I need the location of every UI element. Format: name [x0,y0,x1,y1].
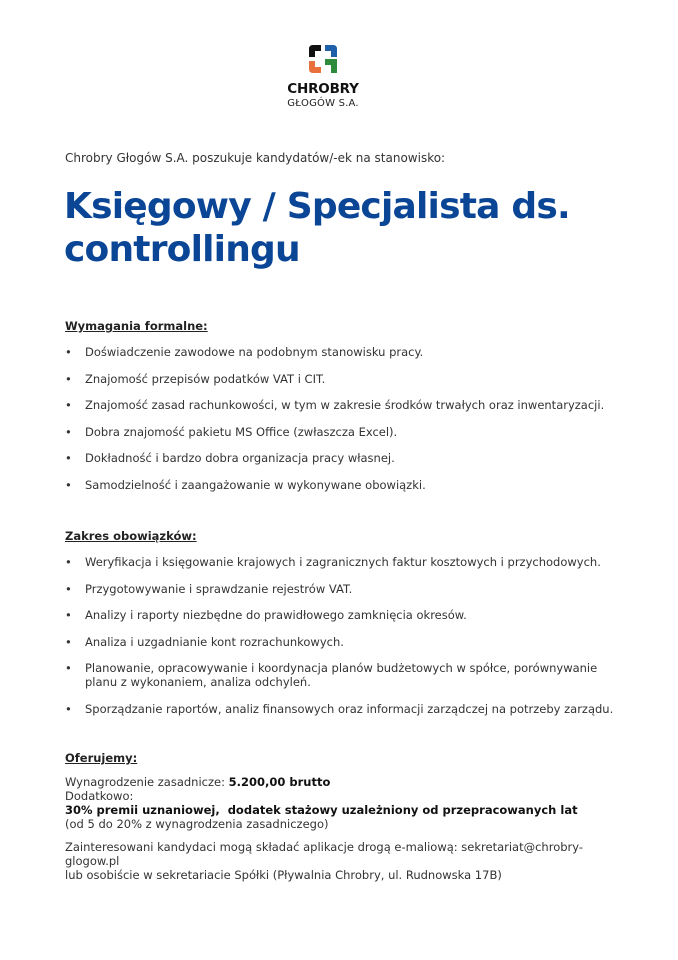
bullet-icon: • [65,701,72,716]
duty-text: Przygotowywanie i sprawdzanie rejestrów VAT. [85,581,353,596]
job-title-line2: controllingu [64,229,300,270]
bullet-icon: • [65,345,72,359]
company-logo [285,43,395,113]
logo-subtitle: GŁOGÓW S.A. [287,98,359,109]
duty-item [65,555,625,569]
duties-list [65,555,625,728]
duty-item [65,582,625,596]
bullet-icon: • [65,634,72,649]
duty-item [65,702,625,716]
bullet-icon: • [65,371,72,386]
requirement-item [65,425,625,439]
bullet-icon: • [65,398,72,412]
requirement-text: Dobra znajomość pakietu MS Office (zwłaszcza Excel). [85,424,398,439]
requirement-item [65,398,625,412]
requirement-item [65,345,625,359]
requirement-text: Samodzielność i zaangażowanie w wykonywane obowiązki. [85,477,426,492]
duty-text: Analizy i raporty niezbędne do prawidłowego zamknięcia okresów. [85,608,467,622]
salary-label: Wynagrodzenie zasadnicze: [65,775,229,789]
duty-item [65,608,625,622]
duty-text: Sporządzanie raportów, analiz finansowych oraz informacji zarządczej na potrzeby zarządu. [85,701,614,716]
requirement-item [65,451,625,465]
requirement-text: Doświadczenie zawodowe na podobnym stanowisku pracy. [85,345,424,359]
extra-line [65,789,625,817]
extra-label: Dodatkowo: [65,789,134,803]
offer-heading: Oferujemy: [65,751,138,765]
duty-text: Weryfikacja i księgowanie krajowych i zagranicznych faktur kosztowych i przychodowych. [85,555,601,569]
bullet-icon: • [65,608,72,622]
requirements-list [65,345,625,504]
intro-text: Chrobry Głogów S.A. poszukuje kandydatów/-ek na stanowisko: [65,151,446,165]
duty-item [65,635,625,649]
requirement-text: Znajomość przepisów podatków VAT i CIT. [85,371,326,386]
logo-mark-icon [307,43,339,75]
contact-line-2: lub osobiście w sekretariacie Spółki (Pływalnia Chrobry, ul. Rudnowska 17B) [65,868,502,882]
bullet-icon: • [65,661,72,675]
duty-item [65,661,605,689]
requirements-heading: Wymagania formalne: [65,319,208,333]
salary-line [65,775,625,789]
requirement-text: Znajomość zasad rachunkowości, w tym w zakresie środków trwałych oraz inwentaryzacji. [85,398,605,412]
requirement-item [65,372,625,386]
bullet-icon: • [65,555,72,569]
requirement-item [65,478,625,492]
bullet-icon: • [65,451,72,465]
extra-note: (od 5 do 20% z wynagrodzenia zasadniczego) [65,817,329,831]
logo-name: CHROBRY [287,81,359,97]
extra-value: 30% premii uznaniowej, dodatek stażowy uzależniony od przepracowanych lat [65,803,578,817]
duty-text: Analiza i uzgadnianie kont rozrachunkowych. [85,634,344,649]
job-title [64,185,624,271]
contact-info [65,840,635,882]
contact-line-1: Zainteresowani kandydaci mogą składać aplikacje drogą e-maliową: sekretariat@chrobry-glogow.pl [65,840,584,868]
requirement-text: Dokładność i bardzo dobra organizacja pracy własnej. [85,451,395,465]
bullet-icon: • [65,581,72,596]
offer-details [65,775,625,831]
salary-value: 5.200,00 brutto [228,775,331,789]
duties-heading: Zakres obowiązków: [65,529,197,543]
duty-text: Planowanie, opracowywanie i koordynacja planów budżetowych w spółce, porównywanie planu z wykonaniem, analiza odchyleń. [85,661,598,689]
job-title-line1: Księgowy / Specjalista ds. [64,186,570,227]
bullet-icon: • [65,477,72,492]
bullet-icon: • [65,424,72,439]
